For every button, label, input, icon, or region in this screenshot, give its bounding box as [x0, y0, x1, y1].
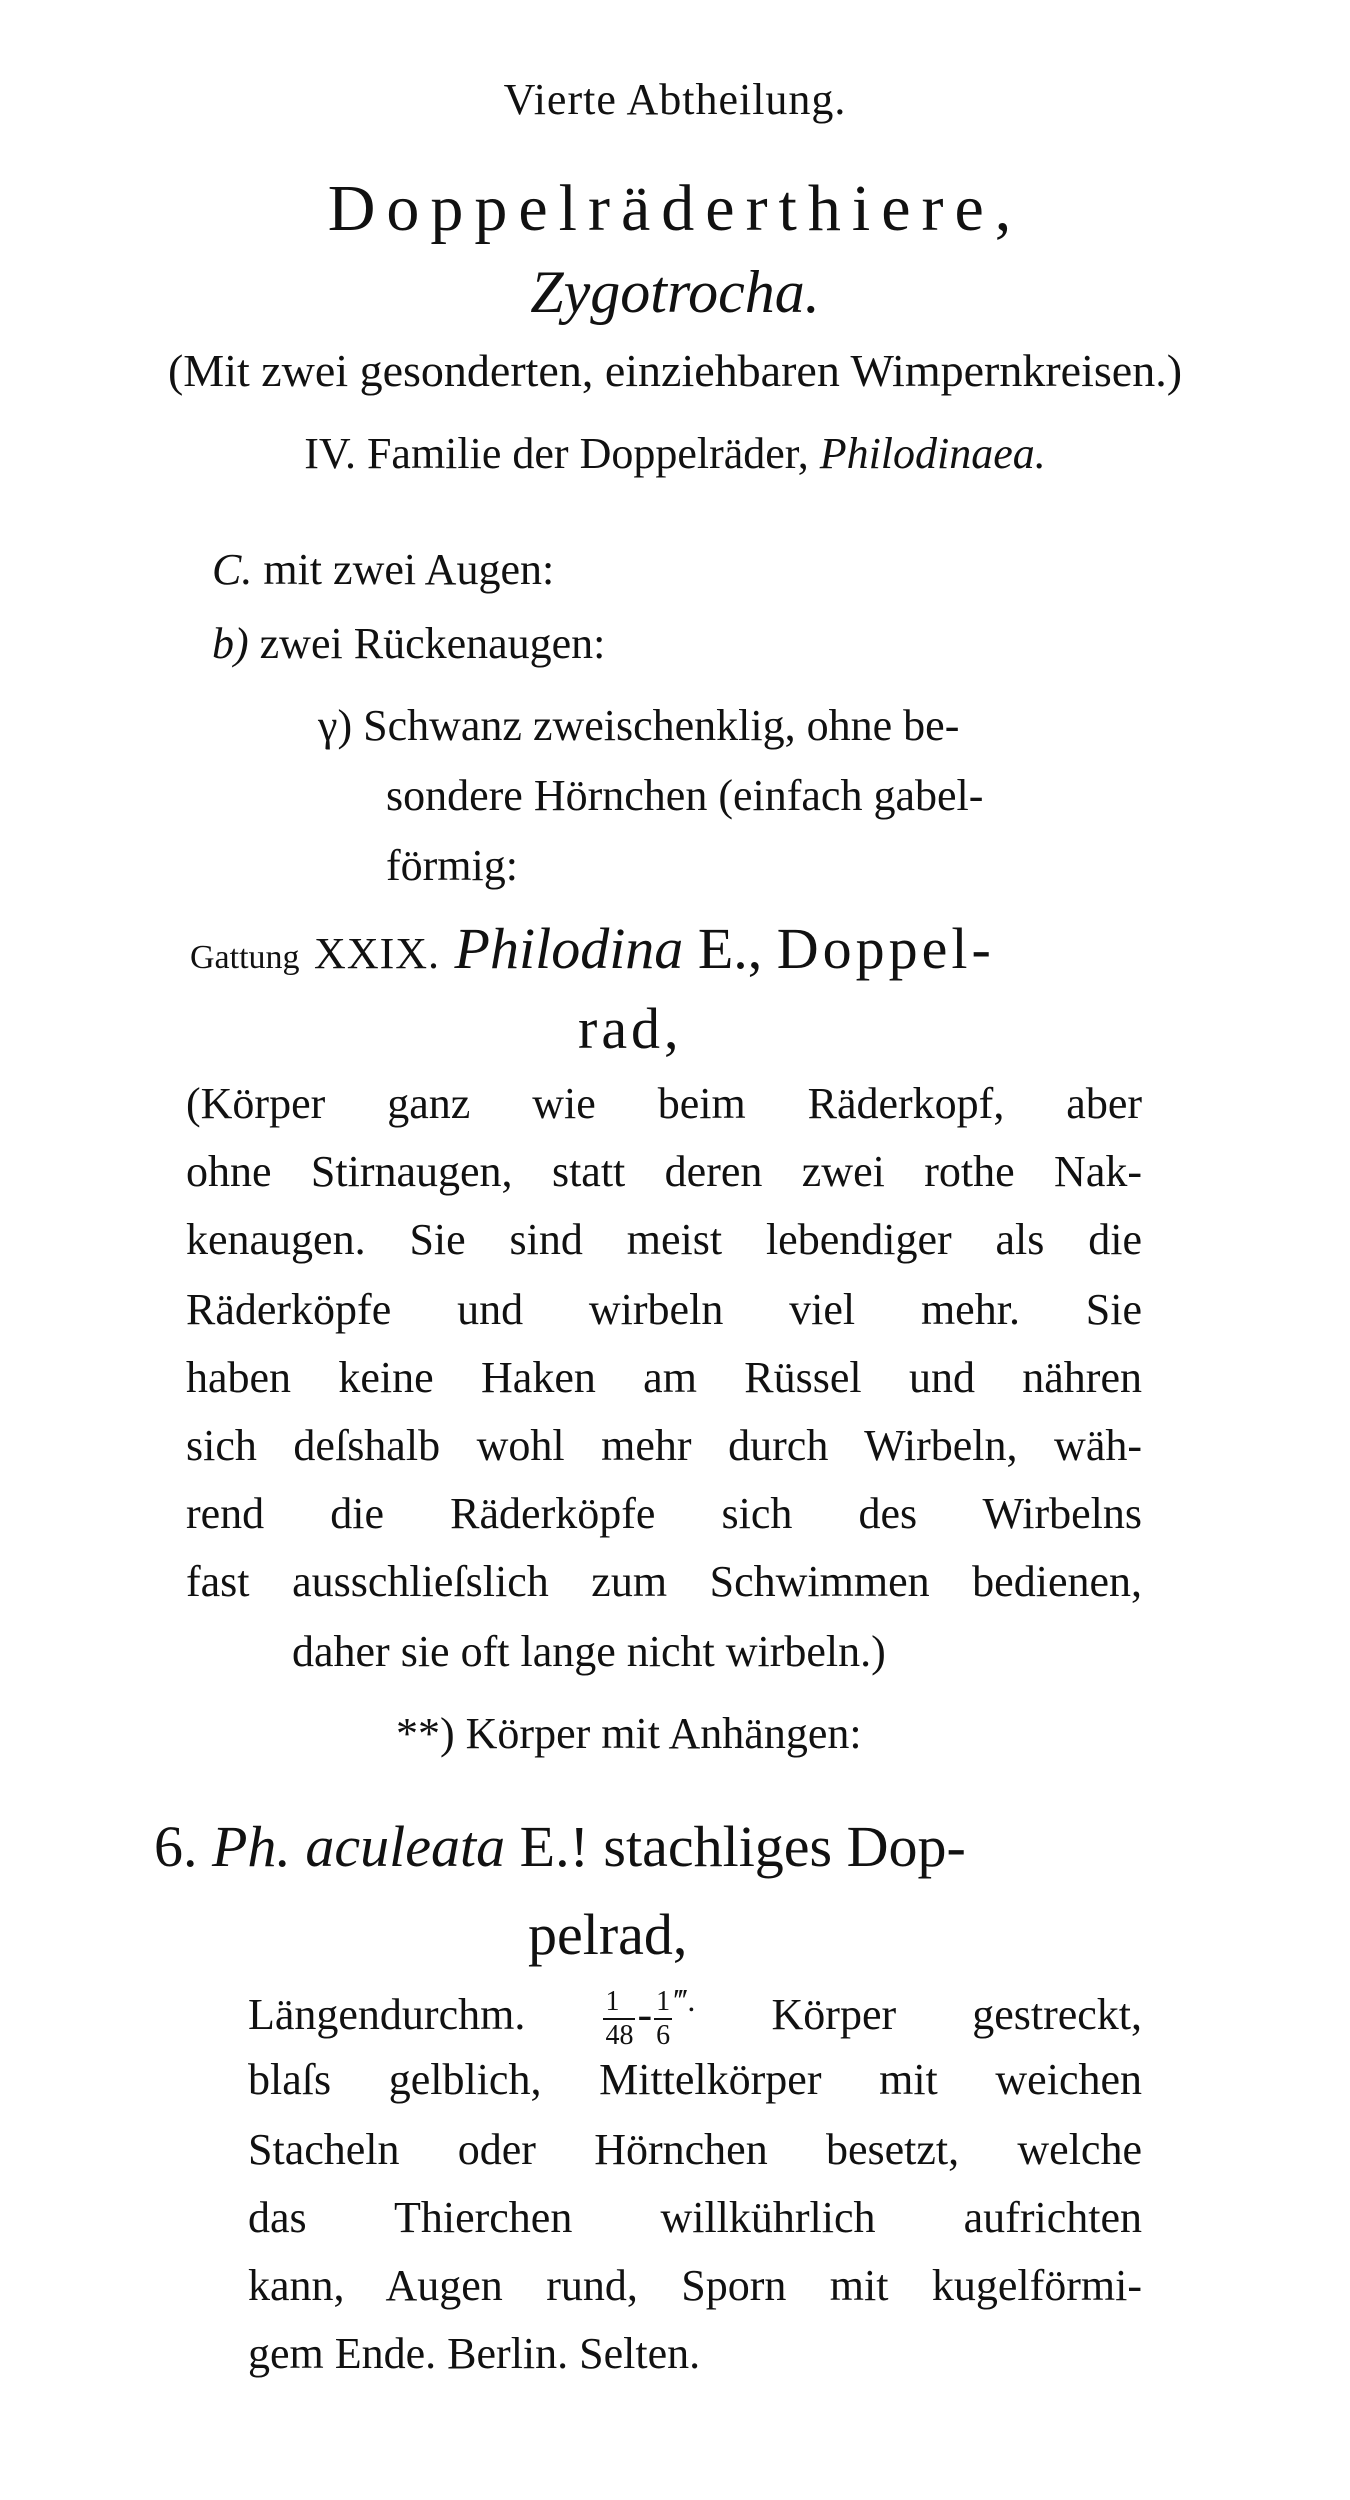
genus-description-line: rend die Räderköpfe sich des Wirbelns [186, 1489, 1142, 1538]
size-unit: ‴. [674, 1982, 696, 2018]
fraction-denominator: 48 [605, 2020, 634, 2051]
key-b [212, 619, 606, 668]
species-number: 6. [154, 1814, 198, 1879]
genus-heading [190, 916, 995, 981]
key-b-marker: b) [212, 619, 249, 668]
family-heading [0, 429, 1350, 478]
genus-description-line: fast ausschlieſslich zum Schwimmen bedienen, [186, 1557, 1142, 1606]
genus-description-line: haben keine Haken am Rüssel und nähren [186, 1353, 1142, 1402]
family-latin: Philodinaea. [819, 429, 1046, 478]
section-heading: Vierte Abtheilung. [503, 75, 847, 124]
genus-number: XXIX. [314, 929, 441, 978]
family-text: IV. Familie der Doppelräder, [304, 429, 809, 478]
species-description-line: Stacheln oder Hörnchen besetzt, welche [248, 2125, 1142, 2174]
size-fraction-min [603, 1988, 635, 2050]
key-c [212, 545, 555, 594]
species-description-line: das Thierchen willkührlich aufrichten [248, 2193, 1142, 2242]
key-b-text: zwei Rückenaugen: [259, 619, 606, 668]
species-description-text: Körper gestreckt, [771, 1990, 1143, 2040]
genus-description-line: ohne Stirnaugen, statt deren zwei rothe Nak- [186, 1147, 1142, 1196]
species-heading [154, 1814, 966, 1879]
key-gamma-line: förmig: [386, 841, 518, 890]
key-c-text: mit zwei Augen: [263, 545, 555, 594]
species-description-line: blaſs gelblich, Mittelkörper mit weichen [248, 2055, 1142, 2104]
genus-description-line: daher sie oft lange nicht wirbeln.) [292, 1627, 886, 1676]
species-description-line: gem Ende. Berlin. Selten. [248, 2329, 701, 2378]
genus-description-line: kenaugen. Sie sind meist lebendiger als die [186, 1215, 1142, 1264]
species-common-name: stachliges Dop- [603, 1814, 966, 1879]
key-gamma-line: sondere Hörnchen (einfach gabel- [386, 771, 984, 820]
species-author: E.! [519, 1814, 589, 1879]
species-description-line: kann, Augen rund, Sporn mit kugelförmi- [248, 2261, 1142, 2310]
genus-common-name: Doppel- [776, 916, 995, 981]
class-subtitle: (Mit zwei gesonderten, einziehbaren Wimpernkreisen.) [167, 345, 1183, 396]
species-name: Ph. aculeata [212, 1814, 506, 1879]
genus-label: Gattung [190, 939, 300, 976]
genus-description-line: (Körper ganz wie beim Räderkopf, aber [186, 1079, 1142, 1128]
key-gamma-marker: γ) [318, 701, 353, 750]
species-common-name-cont: pelrad, [528, 1902, 688, 1967]
key-c-marker: C. [212, 545, 253, 594]
key-gamma-line: Schwanz zweischenklig, ohne be- [363, 701, 960, 750]
sub-key: **) Körper mit Anhängen: [396, 1709, 862, 1758]
fraction-denominator: 6 [656, 2020, 671, 2051]
genus-author: E., [697, 916, 763, 981]
fraction-numerator: 1 [654, 1988, 672, 2020]
size-label: Längendurchm. [248, 1990, 526, 2040]
fraction-numerator: 1 [603, 1988, 635, 2020]
genus-description-line: Räderköpfe und wirbeln viel mehr. Sie [186, 1285, 1142, 1334]
class-title: Doppelräderthiere, [327, 172, 1023, 245]
species-size-line [248, 1982, 1143, 2051]
key-gamma [318, 701, 960, 750]
size-range-dash: - [637, 1990, 653, 2040]
genus-common-name-cont: rad, [578, 996, 683, 1061]
size-fraction-max [654, 1988, 672, 2050]
genus-description-line: sich deſshalb wohl mehr durch Wirbeln, wäh- [186, 1421, 1142, 1470]
genus-name: Philodina [454, 916, 684, 981]
class-title-latin: Zygotrocha. [530, 259, 820, 325]
